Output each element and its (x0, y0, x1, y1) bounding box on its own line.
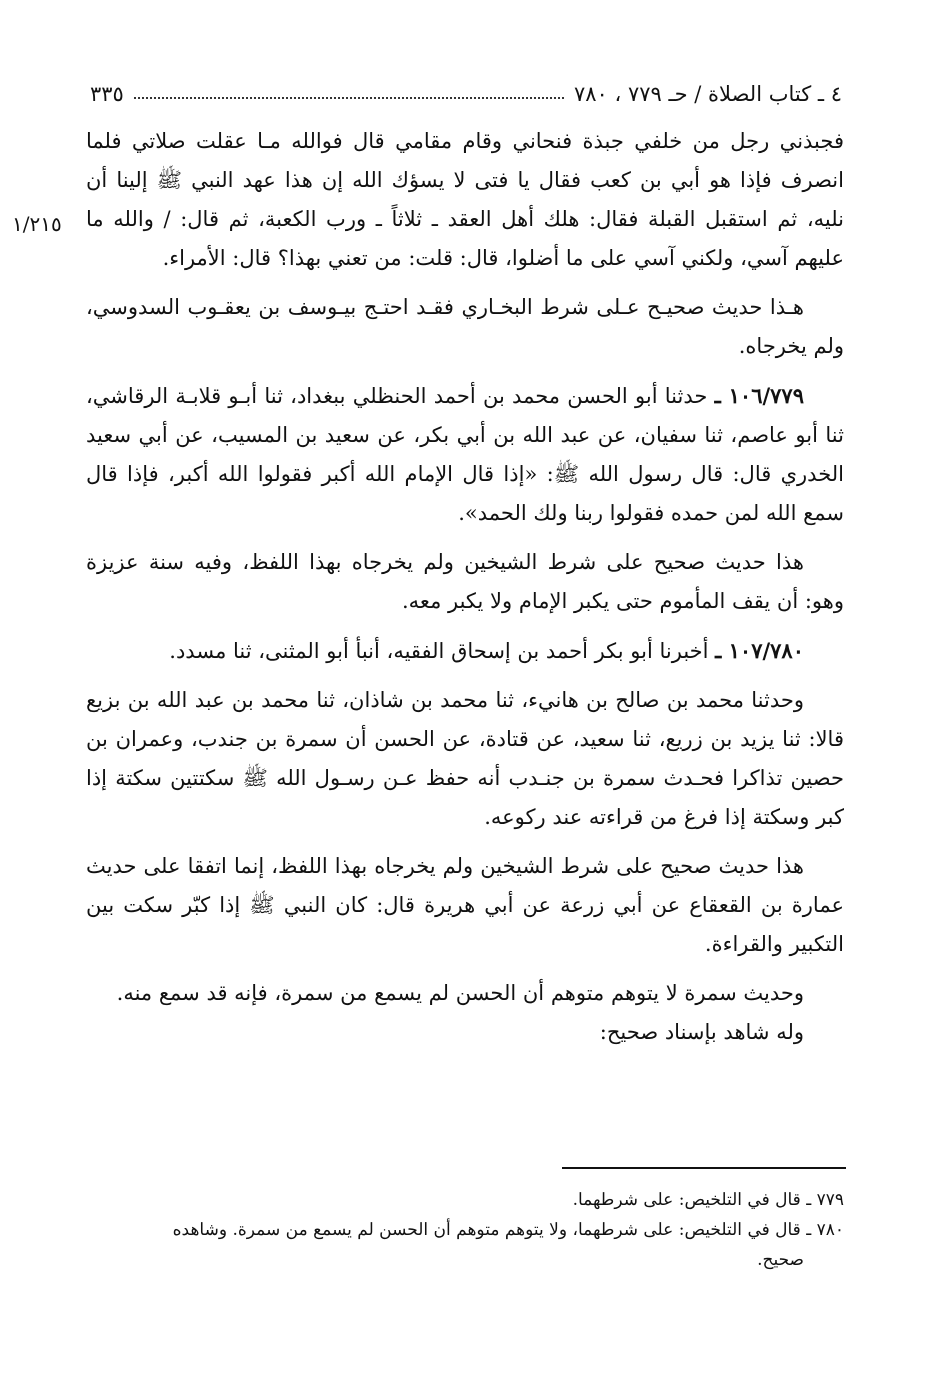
main-text (86, 122, 844, 1062)
paragraph-2: هـذا حديث صحيـح عـلى شرط البخـاري فقـد احتـج بيـوسف بن يعقـوب السدوسي، ولم يخرجاه. (86, 295, 844, 358)
paragraph-1: فجبذني رجل من خلفي جبذة فنحاني وقام مقامي قال فوالله مـا عقلت صلاتي فلما انصرف فإذا هو أبي بن كعب فقال يا فتى لا يسؤك الله إن هذا عهد النبي ﷺ إلينا أن نليه، ثم استقبل القبلة فقال: هلك أهل العقد ـ ثلاثاً ـ ورب الكعبة، ثم قال: / والله ما عليهم آسي، ولكني آسي على ما أضلوا، قال: قلت: من تعني بهذا؟ قال: الأمراء. (86, 129, 844, 270)
page-number: ٣٣٥ (90, 82, 124, 106)
margin-reference: ١/٢١٥ (12, 212, 62, 236)
footnote-779: ٧٧٩ ـ قال في التلخيص: على شرطهما. (572, 1190, 844, 1210)
hadith-780-text: أخبرنا أبو بكر أحمد بن إسحاق الفقيه، أنبأ أبو المثنى، ثنا مسدد. (169, 639, 709, 663)
footnote-780-continuation: صحيح. (757, 1250, 804, 1270)
paragraph-8: وحديث سمرة لا يتوهم متوهم أن الحسن لم يسمع من سمرة، فإنه قد سمع منه. (116, 981, 804, 1005)
paragraph-4: هذا حديث صحيح على شرط الشيخين ولم يخرجاه بهذا اللفظ، وفيه سنة عزيزة وهو: أن يقف المأموم حتى يكبر الإمام ولا يكبر معه. (86, 550, 844, 613)
hadith-779 (86, 376, 844, 533)
hadith-780 (86, 631, 844, 671)
hadith-number-780: ١٠٧/٧٨٠ ـ (715, 638, 804, 663)
hadith-number-779: ١٠٦/٧٧٩ ـ (714, 383, 804, 408)
header-dotted-leader (134, 97, 564, 99)
paragraph-9: وله شاهد بإسناد صحيح: (599, 1020, 804, 1044)
footnotes (86, 1186, 844, 1276)
footnote-separator (562, 1167, 846, 1169)
hadith-779-text: حدثنا أبو الحسن محمد بن أحمد الحنظلي ببغداد، ثنا أبـو قلابـة الرقاشي، ثنا أبو عاصم، ثنا سفيان، عن عبد الله بن أبي بكر، عن سعيد بن المسيب، عن أبي سعيد الخدري قال: قال رسول الله ﷺ: «إذا قال الإمام الله أكبر فقولوا الله أكبر، فإذا قال سمع الله لمن حمده فقولوا ربنا ولك الحمد». (86, 384, 844, 525)
footnote-780: ٧٨٠ ـ قال في التلخيص: على شرطهما، ولا يتوهم متوهم أن الحسن لم يسمع من سمرة. وشاهده (172, 1220, 844, 1240)
chapter-title: ٤ ـ كتاب الصلاة / حـ ٧٧٩ ، ٧٨٠ (573, 82, 842, 106)
paragraph-6: وحدثنا محمد بن صالح بن هانيء، ثنا محمد بن شاذان، ثنا محمد بن عبد الله بن بزيع قالا: ثنا يزيد بن زريع، ثنا سعيد، عن قتادة، عن الحسن أن سمرة بن جندب، وعمران بن حصين تذاكرا فحـدث سمرة بن جنـدب أنه حفظ عـن رسـول الله ﷺ سكتتين سكتة إذا كبر وسكتة إذا فرغ من قراءته عند ركوعه. (86, 688, 844, 829)
running-header (90, 72, 842, 106)
paragraph-7: هذا حديث صحيح على شرط الشيخين ولم يخرجاه بهذا اللفظ، إنما اتفقا على حديث عمارة بن القعقاع عن أبي زرعة عن أبي هريرة قال: كان النبي ﷺ إذا كبّر سكت بين التكبير والقراءة. (86, 854, 844, 956)
